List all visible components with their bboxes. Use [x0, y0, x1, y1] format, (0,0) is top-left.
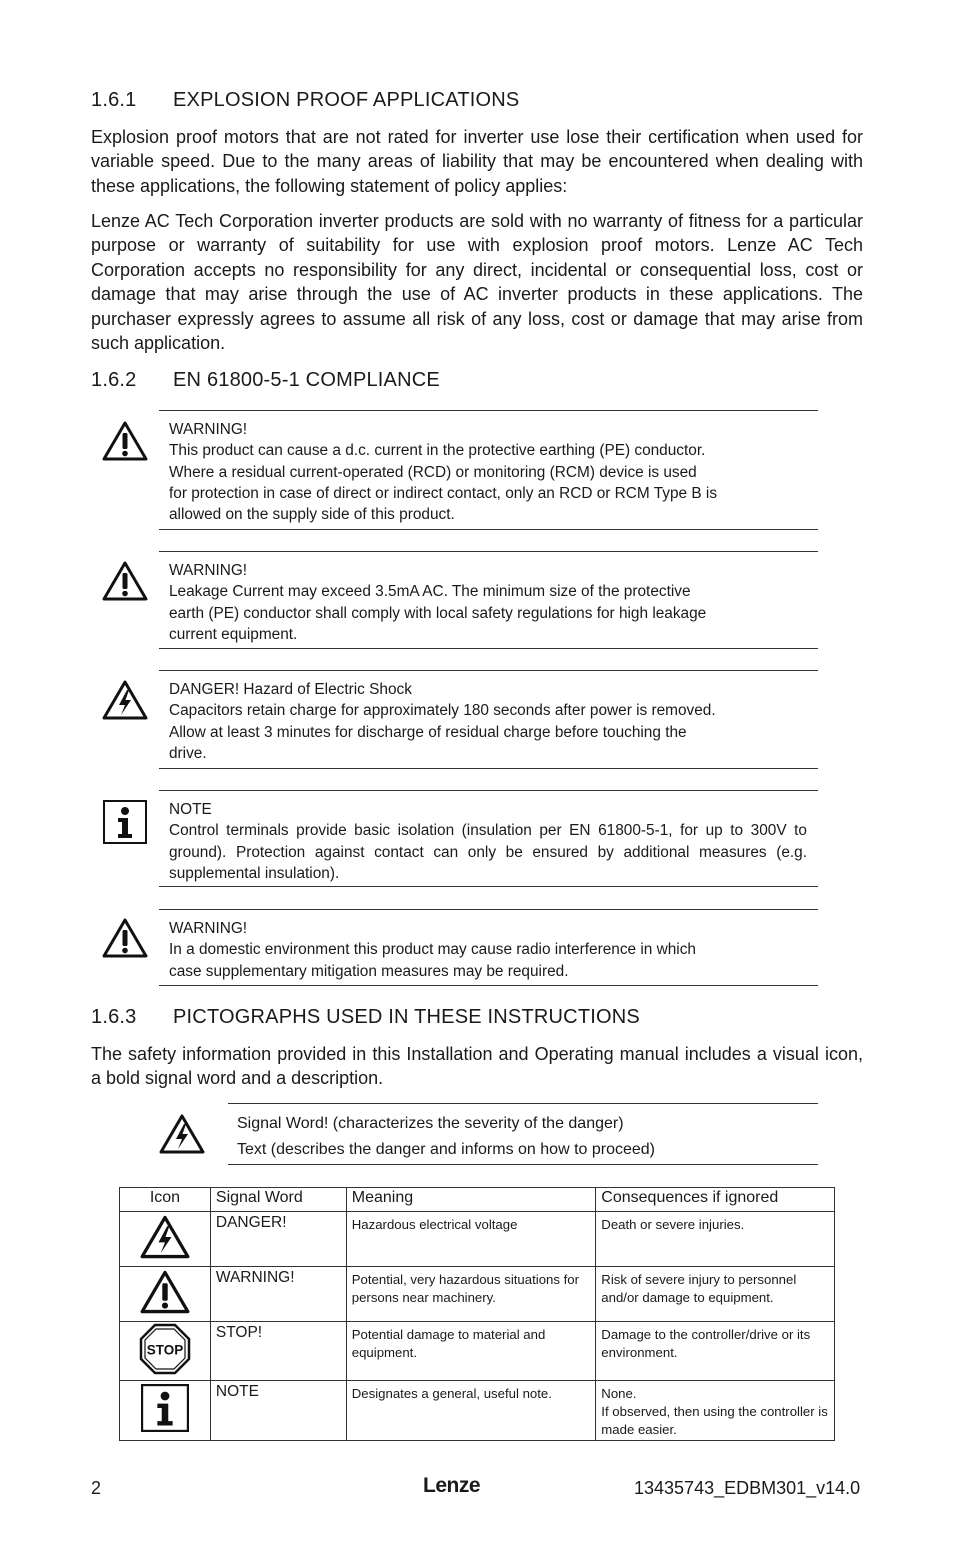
paragraph: The safety information provided in this Installation and Operating manual includes a visual icon, a bold signal word and a description. — [91, 1044, 863, 1089]
signal-word-cell: DANGER! — [210, 1212, 346, 1267]
note-notice — [159, 790, 818, 887]
stop-icon — [139, 1342, 191, 1378]
signal-word: DANGER! Hazard of Electric Shock — [169, 681, 412, 698]
consequence-cell: Damage to the controller/drive or its environment. — [596, 1322, 835, 1381]
signal-word: WARNING! — [169, 562, 248, 579]
table-row — [120, 1267, 835, 1322]
section-number: 1.6.2 — [91, 369, 137, 391]
notice-line: drive. — [169, 744, 207, 762]
table-row — [120, 1381, 835, 1441]
column-header: Consequences if ignored — [596, 1188, 835, 1212]
notice-line: Leakage Current may exceed 3.5mA AC. The minimum size of the protective — [169, 583, 691, 601]
meaning-cell: Hazardous electrical voltage — [346, 1212, 596, 1267]
danger-notice — [159, 670, 818, 769]
column-header: Meaning — [346, 1188, 596, 1212]
signal-word: WARNING! — [169, 920, 248, 937]
section-1-6-3-heading — [91, 1006, 640, 1029]
section-number: 1.6.1 — [91, 89, 137, 111]
brand-logo: Lenze — [423, 1474, 481, 1497]
electric-shock-icon — [140, 1248, 190, 1263]
document-id: 13435743_EDBM301_v14.0 — [634, 1478, 861, 1498]
section-title: EXPLOSION PROOF APPLICATIONS — [173, 89, 520, 111]
meaning-cell: Potential, very hazardous situations for persons near machinery. — [346, 1267, 596, 1322]
notice-line: Where a residual current-operated (RCD) or monitoring (RCM) device is used — [169, 463, 697, 481]
table-row — [120, 1212, 835, 1267]
stop-icon-text: STOP — [146, 1342, 184, 1357]
signal-word-cell: WARNING! — [210, 1267, 346, 1322]
notice-line: allowed on the supply side of this product. — [169, 506, 455, 524]
warning-notice — [159, 551, 818, 649]
warning-notice — [159, 909, 818, 986]
electric-shock-icon — [102, 679, 148, 726]
info-note-icon — [103, 800, 147, 849]
column-header: Signal Word — [210, 1188, 346, 1212]
info-note-icon — [141, 1420, 189, 1435]
meaning-cell: Designates a general, useful note. — [346, 1381, 596, 1441]
signal-word-cell: NOTE — [210, 1381, 346, 1441]
notice-line: In a domestic environment this product may cause radio interference in which — [169, 941, 696, 959]
table-header-row — [120, 1188, 835, 1212]
warning-icon — [102, 420, 148, 467]
notice-line: earth (PE) conductor shall comply with local safety regulations for high leakage — [169, 604, 707, 622]
page-number: 2 — [91, 1478, 102, 1498]
paragraph: Explosion proof motors that are not rated for inverter use lose their certification when used for variable speed. Due to the many areas of liability that may be encountered when dealing with these applications, the following statement of policy applies: — [91, 127, 863, 196]
section-title: PICTOGRAPHS USED IN THESE INSTRUCTIONS — [173, 1006, 640, 1028]
pictograph-example — [228, 1103, 818, 1165]
signal-word: WARNING! — [169, 421, 248, 438]
example-signal-line: Signal Word! (characterizes the severity of the danger) — [237, 1115, 624, 1132]
notice-line: Allow at least 3 minutes for discharge of residual charge before touching the — [169, 723, 687, 741]
notice-line: Capacitors retain charge for approximately 180 seconds after power is removed. — [169, 702, 716, 720]
section-1-6-1-heading — [91, 89, 519, 112]
notice-line: for protection in case of direct or indirect contact, only an RCD or RCM Type B is — [169, 484, 718, 502]
column-header: Icon — [120, 1188, 211, 1212]
notice-line: case supplementary mitigation measures may be required. — [169, 962, 569, 980]
signal-word: NOTE — [169, 801, 212, 818]
consequence-cell: Death or severe injuries. — [596, 1212, 835, 1267]
section-1-6-2-heading — [91, 369, 440, 392]
consequence-cell: Risk of severe injury to personnel and/or damage to equipment. — [596, 1267, 835, 1322]
warning-icon — [102, 917, 148, 964]
notice-line: current equipment. — [169, 625, 298, 643]
paragraph: Lenze AC Tech Corporation inverter products are sold with no warranty of fitness for a particular purpose or warranty of suitability for use with explosion proof motors. Lenze AC Tech Corporation accepts no responsibility for any direct, incidental or consequential loss, cost or damage that may arise through the use of AC inverter products in these applications. The purchaser expressly agrees to assume all risk of any loss, cost or damage that may arise from such application. — [91, 211, 863, 354]
signal-word-cell: STOP! — [210, 1322, 346, 1381]
warning-icon — [140, 1303, 190, 1318]
section-number: 1.6.3 — [91, 1006, 137, 1028]
notice-line: This product can cause a d.c. current in the protective earthing (PE) conductor. — [169, 442, 706, 460]
notice-text: Control terminals provide basic isolation (insulation per EN 61800-5-1, for up to 300V to ground). Protection against contact can only be ensured by additional measures (e.g. supplemental insulation). — [169, 822, 807, 882]
section-title: EN 61800-5-1 COMPLIANCE — [173, 369, 440, 391]
meaning-cell: Potential damage to material and equipment. — [346, 1322, 596, 1381]
pictograph-table — [119, 1187, 835, 1441]
consequence-cell: None. If observed, then using the controller is made easier. — [596, 1381, 835, 1441]
example-text-line: Text (describes the danger and informs on how to proceed) — [237, 1141, 656, 1158]
table-row — [120, 1322, 835, 1381]
warning-notice — [159, 410, 818, 530]
electric-shock-icon — [159, 1113, 205, 1160]
warning-icon — [102, 560, 148, 607]
